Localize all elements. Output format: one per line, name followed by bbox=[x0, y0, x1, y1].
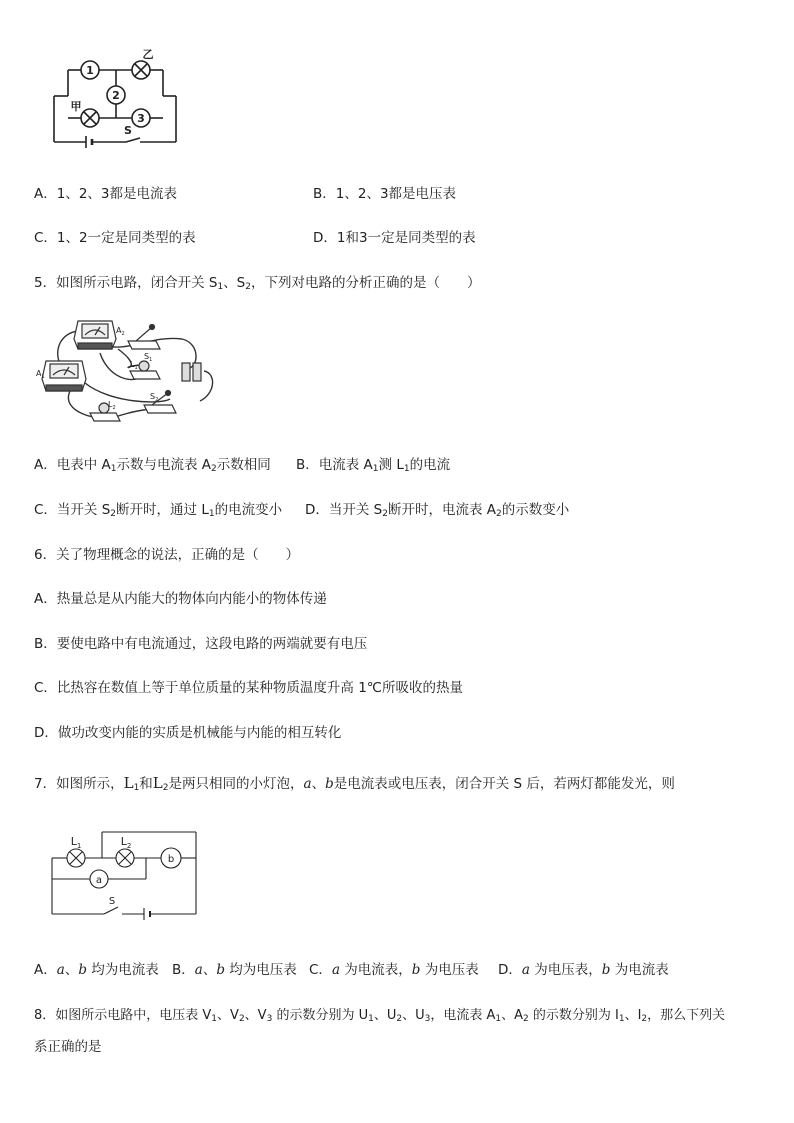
q7-l1-label: $L_1$ bbox=[70, 835, 82, 850]
q7-circuit-diagram bbox=[44, 828, 204, 920]
q7-l2-label: $L_2$ bbox=[120, 835, 132, 850]
q4-meter-1-label: 1 bbox=[86, 64, 94, 77]
q4-option-c: C．1、2一定是同类型的表 bbox=[34, 230, 196, 246]
q5-l2-label: $L_2$ bbox=[108, 400, 116, 411]
q4-lamp-jia-label: 甲 bbox=[70, 100, 82, 113]
q4-option-b: B．1、2、3都是电压表 bbox=[313, 186, 457, 202]
q6-option-c: C．比热容在数值上等于单位质量的某种物质温度升高 1℃所吸收的热量 bbox=[34, 680, 463, 696]
q7-meter-a-label: a bbox=[95, 875, 103, 886]
q6-option-a: A．热量总是从内能大的物体向内能小的物体传递 bbox=[34, 591, 327, 607]
q4-option-a: A．1、2、3都是电流表 bbox=[34, 186, 178, 202]
q8-stem-line-1: 8．如图所示电路中，电压表 $V_1$、$V_2$、$V_3$ 的示数分别为 $U_1$、$U_2$、$U_3$，电流表 $A_1$、$A_2$ 的示数分别为 $I_1$、$I_2$，那么下列关 bbox=[34, 1008, 726, 1024]
q6-stem: 6．关了物理概念的说法，正确的是（ ） bbox=[34, 547, 300, 563]
q4-switch-label: S bbox=[124, 124, 132, 137]
q7-option-c: C．a 为电流表，b 为电压表 bbox=[309, 962, 479, 978]
q7-switch-label: S bbox=[108, 896, 116, 907]
q5-stem: 5．如图所示电路，闭合开关 $S_1$、$S_2$，下列对电路的分析正确的是（ ） bbox=[34, 275, 481, 292]
q6-option-d: D．做功改变内能的实质是机械能与内能的相互转化 bbox=[34, 725, 342, 741]
q7-option-d: D．a 为电压表，b 为电流表 bbox=[498, 962, 669, 978]
q8-stem-line-2: 系正确的是 bbox=[34, 1039, 102, 1055]
q5-circuit-photo bbox=[36, 313, 216, 428]
q7-stem: 7．如图所示，$L_1$和$L_2$是两只相同的小灯泡，a、b是电流表或电压表，闭合开关 S 后，若两灯都能发光，则 bbox=[34, 774, 675, 793]
q5-option-b: B．电流表 $A_1$测 $L_1$的电流 bbox=[296, 457, 451, 474]
q6-option-b: B．要使电路中有电流通过，这段电路的两端就要有电压 bbox=[34, 636, 368, 652]
q4-lamp-yi-label: 乙 bbox=[142, 48, 154, 61]
q5-option-d: D．当开关 $S_2$断开时，电流表 $A_2$的示数变小 bbox=[305, 502, 570, 519]
q5-a1-label: $A_1$ bbox=[36, 369, 45, 380]
q5-option-a: A．电表中 $A_1$示数与电流表 $A_2$示数相同 bbox=[34, 457, 271, 474]
q4-meter-3-label: 3 bbox=[137, 112, 145, 125]
q4-option-d: D．1和3一定是同类型的表 bbox=[313, 230, 476, 246]
q4-meter-2-label: 2 bbox=[112, 89, 120, 102]
q7-meter-b-label: b bbox=[167, 854, 175, 865]
q5-a2-label: $A_2$ bbox=[116, 326, 125, 337]
q5-s2-label: $S_2$ bbox=[150, 392, 159, 403]
q5-s1-label: $S_1$ bbox=[144, 352, 153, 363]
q5-option-c: C．当开关 $S_2$断开时，通过 $L_1$的电流变小 bbox=[34, 502, 283, 519]
q7-option-a: A．a、b 均为电流表 bbox=[34, 962, 159, 978]
q7-option-b: B．a、b 均为电压表 bbox=[172, 962, 297, 978]
q5-l1-label: $L_1$ bbox=[130, 360, 138, 371]
q4-circuit bbox=[48, 48, 183, 148]
